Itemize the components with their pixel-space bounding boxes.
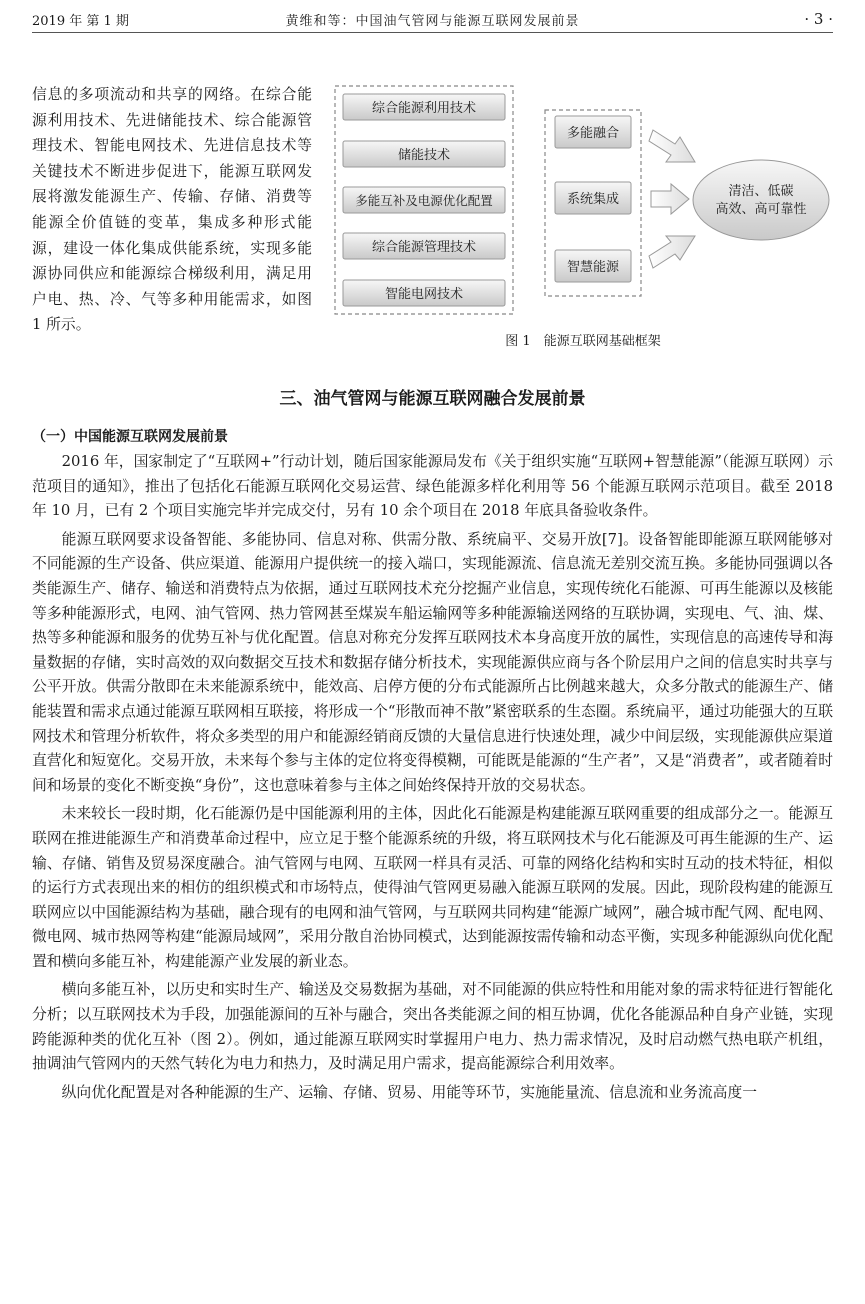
left-box-5 — [343, 280, 505, 306]
svg-text:智慧能源: 智慧能源 — [566, 260, 620, 275]
svg-text:综合能源利用技术: 综合能源利用技术 — [371, 101, 477, 116]
running-title: 黄维和等：中国油气管网与能源互联网发展前景 — [285, 13, 580, 29]
framework-diagram — [333, 84, 833, 324]
body-text — [32, 450, 833, 1109]
paragraph-2: 能源互联网要求设备智能、多能协同、信息对称、供需分散、系统扁平、交易开放[7]。设备智能即能源互联网能够对不同能源的生产设备、供应渠道、能源用户提供统一的接入端口，实现能源流、信息流无差别交流互换。多能协同强调以各类能源生产、储存、输送和消费特点为依据，通过互联网技术充分挖掘产业信息，实现传统化石能源、可再生能源以及核能等多种能源形式，电网、油气管网、热力管网甚至煤炭车船运输网等多种能源输送网络的互联协调，实现电、气、油、煤、热等多种能源和服务的优势互补与优化配置。信息对称充分发挥互联网技术本身高度开放的属性，实现信息的高速传导和海量数据的存储，实时高效的双向数据交互技术和数据存储分析技术，实现能源供应商与各个阶层用户之间的信息实时共享与公平开放。供需分散即在未来能源系统中，能效高、启停方便的分布式能源所占比例越来越大，众多分散式的能源生产、储能装置和需求点通过能源互联网相互联接，将形成一个“形散而神不散”紧密联系的生态圈。系统扁平，通过功能强大的互联网技术和管理分析软件，将众多类型的用户和能源经销商反馈的大量信息进行快速处理，减少中间层级，实现能源供应渠道直营化和短宽化。交易开放，未来每个参与主体的定位将变得模糊，可能既是能源的“生产者”，又是“消费者”，或者随着时间和场景的变化不断变换“身份”，这也意味着参与主体之间始终保持开放的交易状态。 — [32, 530, 833, 794]
running-header — [32, 8, 833, 30]
svg-text:清洁、低碳: 清洁、低碳 — [728, 184, 794, 199]
left-box-4 — [343, 233, 505, 259]
left-box-2 — [343, 141, 505, 167]
page-number: · 3 · — [804, 10, 833, 28]
intro-paragraph: 信息的多项流动和共享的网络。在综合能源利用技术、先进储能技术、综合能源管理技术、智能电网技术、先进信息技术等关键技术不断进步促进下，能源互联网发展将激发能源生产、传输、存储、消费等能源全价值链的变革，集成多种形式能源，建设一体化集成供能系统，实现多能源协同供应和能源综合梯级利用，满足用户电、热、冷、气等多种用能需求，如图 1 所示。 — [32, 86, 312, 334]
issue-label: 2019 年 第 1 期 — [32, 13, 129, 29]
arrow-middle — [651, 184, 689, 214]
svg-text:多能互补及电源优化配置: 多能互补及电源优化配置 — [355, 193, 493, 208]
svg-text:多能融合: 多能融合 — [566, 126, 620, 141]
middle-box-2 — [555, 182, 631, 214]
svg-text:系统集成: 系统集成 — [566, 192, 620, 207]
outcome-ellipse — [693, 160, 829, 240]
paragraph-3: 未来较长一段时期，化石能源仍是中国能源利用的主体，因此化石能源是构建能源互联网重要的组成部分之一。能源互联网在推进能源生产和消费革命过程中，应立足于整个能源系统的升级，将互联网技术与化石能源及可再生能源的生产、运输、存储、销售及贸易深度融合。油气管网与电网、互联网一样具有灵活、可靠的网络化结构和实时互动的技术特征，相似的运行方式表现出来的相仿的组织模式和市场特点，使得油气管网更易融入能源互联网的发展。因此，现阶段构建的能源互联网应以中国能源结构为基础，融合现有的电网和油气管网，与互联网共同构建“能源广域网”，融合城市配气网、配电网、微电网、城市热网等构建“能源局域网”，采用分散自治协同模式，达到能源按需传输和动态平衡，实现多种能源纵向优化配置和横向多能互补，构建能源产业发展的新业态。 — [32, 805, 833, 970]
paragraph-5: 纵向优化配置是对各种能源的生产、运输、存储、贸易、用能等环节，实施能量流、信息流和业务流高度一 — [61, 1083, 758, 1101]
paragraph-4: 横向多能互补，以历史和实时生产、输送及交易数据为基础，对不同能源的供应特性和用能对象的需求特征进行智能化分析；以互联网技术为手段，加强能源间的互补与融合，突出各类能源之间的相互协调，优化各能源品种自身产业链，实现跨能源种类的优化互补（图 2）。例如，通过能源互联网实时掌握用户电力、热力需求情况，及时启动燃气热电联产机组，抽调油气管网内的天然气转化为电力和热力，及时满足用户需求，提高能源综合利用效率。 — [32, 981, 833, 1073]
left-box-3 — [343, 187, 505, 213]
header-rule — [32, 32, 833, 33]
svg-text:高效、高可靠性: 高效、高可靠性 — [715, 202, 807, 217]
middle-box-1 — [555, 116, 631, 148]
svg-text:综合能源管理技术: 综合能源管理技术 — [371, 240, 477, 255]
subsection-title: （一）中国能源互联网发展前景 — [32, 429, 228, 445]
svg-text:储能技术: 储能技术 — [397, 148, 451, 163]
paragraph-1: 2016 年，国家制定了“互联网+”行动计划，随后国家能源局发布《关于组织实施“互联网+智慧能源”（能源互联网）示范项目的通知》，推出了包括化石能源互联网化交易运营、绿色能源多样化利用等 56 个能源互联网示范项目。截至 2018 年 10 月，已有 2 个项目实施完毕并完成交付，另有 10 余个项目在 2018 年底具备验收条件。 — [32, 453, 833, 520]
figure-1 — [333, 84, 833, 324]
middle-box-3 — [555, 250, 631, 282]
arrow-lower — [649, 236, 695, 268]
svg-text:智能电网技术: 智能电网技术 — [384, 287, 464, 302]
section-title: 三、油气管网与能源互联网融合发展前景 — [279, 389, 586, 409]
arrow-upper — [649, 130, 695, 162]
left-box-1 — [343, 94, 505, 120]
figure-caption: 图 1 能源互联网基础框架 — [505, 334, 661, 349]
